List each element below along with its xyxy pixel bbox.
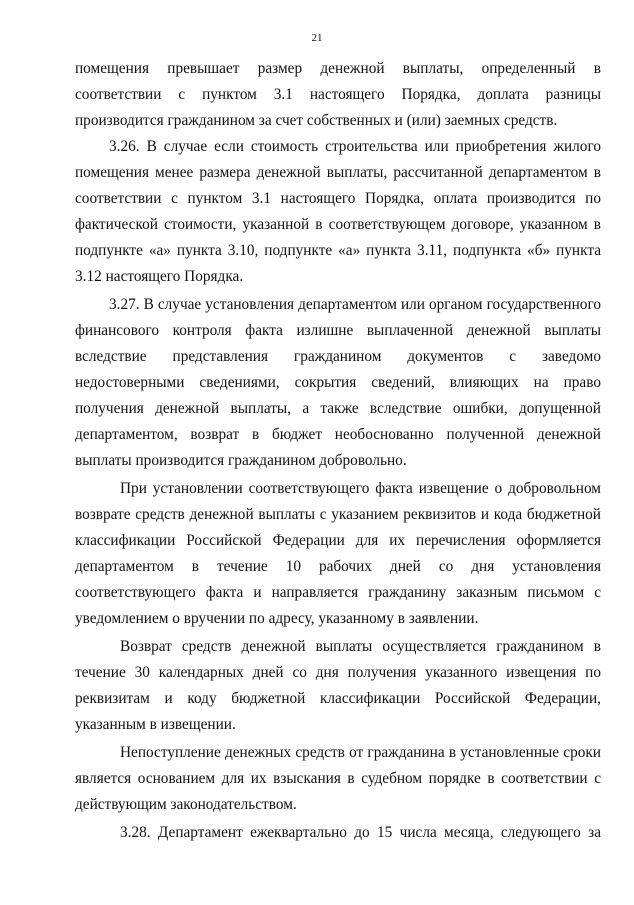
document-body xyxy=(75,56,601,846)
paragraph-continuation: помещения превышает размер денежной выплаты, определенный в соответствии с пунктом 3.1 настоящего Порядка, доплата разницы производится гражданином за счет собственных и (или) заемных средств. xyxy=(75,60,601,129)
paragraph-nonpayment: Непоступление денежных средств от гражданина в установленные сроки является основанием для их взыскания в судебном порядке в соответствии с действующим законодательством. xyxy=(75,744,601,813)
paragraph-3-27: 3.27. В случае установления департаментом или органом государственного финансового контроля факта излишне выплаченной денежной выплаты вследствие представления гражданином документов с заведомо недостоверными сведениями, сокрытия сведений, влияющих на право получения денежной выплаты, а также вследствие ошибки, допущенной департаментом, возврат в бюджет необоснованно полученной денежной выплаты производится гражданином добровольно. xyxy=(75,296,601,469)
paragraph-3-28: 3.28. Департамент ежеквартально до 15 числа месяца, следующего за xyxy=(120,824,601,841)
paragraph-refund: Возврат средств денежной выплаты осуществляется гражданином в течение 30 календарных дней со дня получения указанного извещения по реквизитам и коду бюджетной классификации Российской Федерации, указанным в извещении. xyxy=(75,638,601,733)
page-number: 21 xyxy=(311,32,323,44)
paragraph-notice: При установлении соответствующего факта извещение о добровольном возврате средств денежной выплаты с указанием реквизитов и кода бюджетной классификации Российской Федерации для их перечисления оформляется департаментом в течение 10 рабочих дней со дня установления соответствующего факта и направляется гражданину заказным письмом с уведомлением о вручении по адресу, указанному в заявлении. xyxy=(75,480,601,627)
paragraph-3-26: 3.26. В случае если стоимость строительства или приобретения жилого помещения менее размера денежной выплаты, рассчитанной департаментом в соответствии с пунктом 3.1 настоящего Порядка, оплата производится по фактической стоимости, указанной в соответствующем договоре, указанном в подпункте «а» пункта 3.10, подпункте «а» пункта 3.11, подпункта «б» пункта 3.12 настоящего Порядка. xyxy=(75,138,601,285)
